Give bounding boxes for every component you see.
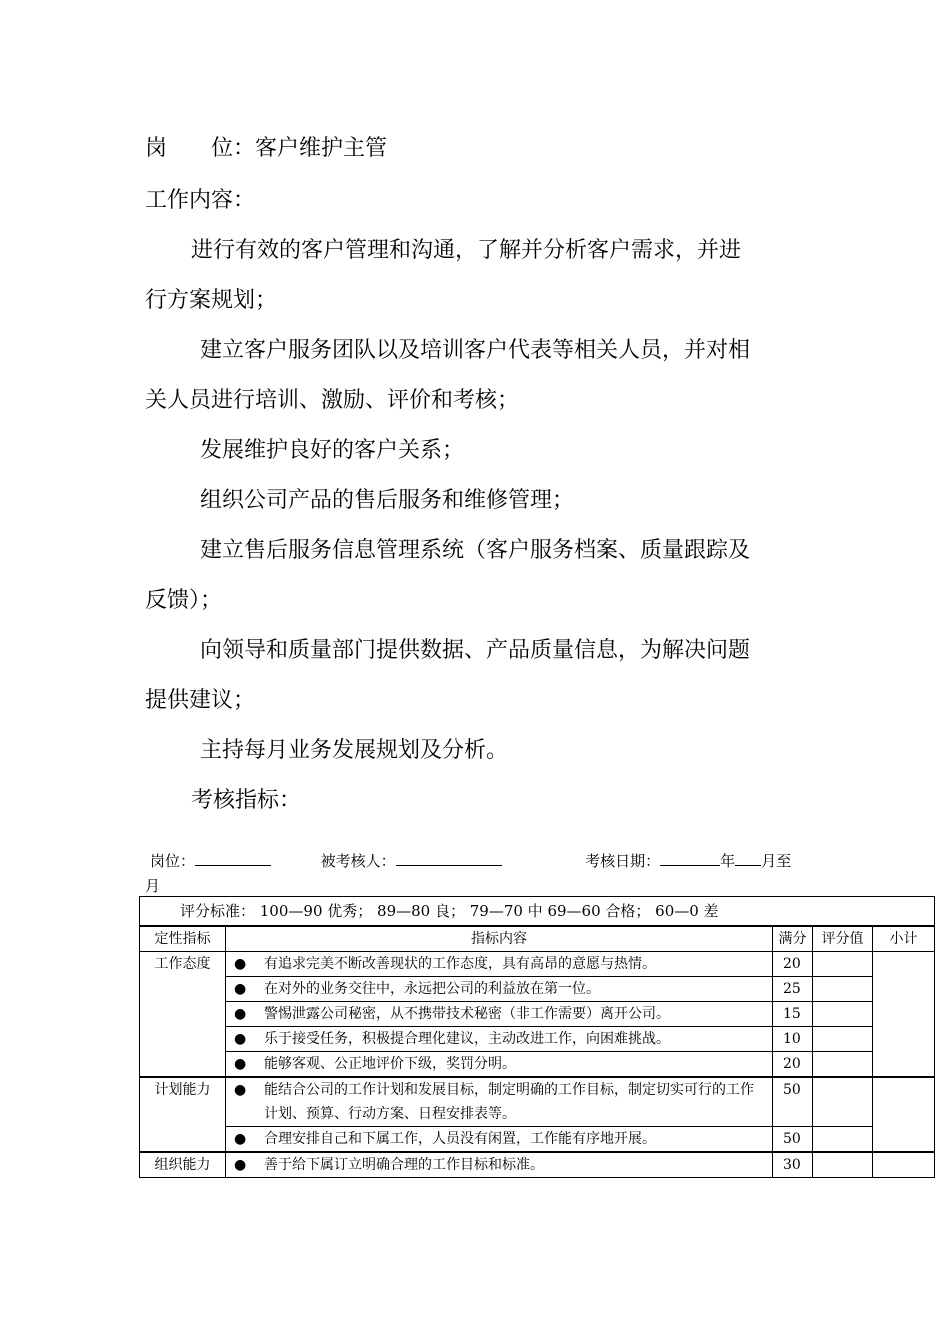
paragraph-1-line-1: 进行有效的客户管理和沟通，了解并分析客户需求，并进 — [191, 238, 742, 263]
kpi-table — [139, 896, 935, 1178]
header-score: 评分值 — [813, 926, 873, 952]
full-score-cell: 15 — [773, 1002, 813, 1027]
form-header — [150, 850, 791, 871]
bullet-icon: ● — [234, 1056, 247, 1072]
score-input-cell[interactable] — [813, 1127, 873, 1153]
month-to-label: 月至 — [761, 852, 792, 870]
full-score-cell: 10 — [773, 1027, 813, 1052]
table-row — [140, 1127, 935, 1153]
header-category: 定性指标 — [140, 926, 226, 952]
content-cell — [226, 1002, 773, 1027]
category-cell: 计划能力 — [140, 1077, 226, 1152]
paragraph-5-line-2: 反馈）； — [145, 588, 223, 613]
kpi-table-wrap — [139, 896, 934, 1178]
paragraph-7: 主持每月业务发展规划及分析。 — [200, 738, 509, 763]
paragraph-2-line-2: 关人员进行培训、激励、评价和考核； — [145, 388, 520, 413]
content-cell — [226, 1127, 773, 1153]
bullet-icon: ● — [234, 956, 247, 972]
full-score-cell: 50 — [773, 1127, 813, 1153]
table-row — [140, 1052, 935, 1078]
examinee-field-label: 被考核人： — [320, 852, 396, 870]
content-cell — [226, 977, 773, 1002]
paragraph-4: 组织公司产品的售后服务和维修管理； — [200, 488, 575, 513]
content-cell — [226, 1152, 773, 1178]
header-subtotal: 小计 — [873, 926, 935, 952]
content-cell — [226, 1077, 773, 1127]
post-title-line — [145, 134, 387, 164]
table-row — [140, 1027, 935, 1052]
score-input-cell[interactable] — [813, 952, 873, 977]
post-label-a: 岗 — [145, 136, 168, 161]
bullet-icon: ● — [234, 1131, 247, 1147]
bullet-icon: ● — [234, 1157, 247, 1173]
paragraph-6-line-2: 提供建议； — [145, 688, 256, 713]
category-cell: 工作态度 — [140, 952, 226, 1078]
full-score-cell: 50 — [773, 1077, 813, 1127]
header-full-score: 满分 — [773, 926, 813, 952]
month-label: 月 — [145, 877, 161, 895]
subtotal-cell[interactable] — [873, 952, 935, 1078]
full-score-cell: 20 — [773, 952, 813, 977]
full-score-cell: 20 — [773, 1052, 813, 1078]
month-blank[interactable] — [735, 850, 761, 866]
paragraph-3: 发展维护良好的客户关系； — [200, 438, 465, 463]
score-input-cell[interactable] — [813, 1027, 873, 1052]
paragraph-6-line-1: 向领导和质量部门提供数据、产品质量信息，为解决问题 — [200, 638, 751, 663]
paragraph-5-line-1: 建立售后服务信息管理系统（客户服务档案、质量跟踪及 — [200, 538, 751, 563]
table-row — [140, 1152, 935, 1178]
indicator-text: 能结合公司的工作计划和发展目标，制定明确的工作目标，制定切实可行的工作计划、预算、行动方案、日程安排表等。 — [264, 1082, 754, 1122]
table-row — [140, 1002, 935, 1027]
category-cell: 组织能力 — [140, 1152, 226, 1178]
subtotal-cell[interactable] — [873, 1152, 935, 1178]
post-label-b: 位：客户维护主管 — [211, 136, 388, 161]
indicator-text: 在对外的业务交往中，永远把公司的利益放在第一位。 — [264, 981, 600, 997]
indicator-text: 善于给下属订立明确合理的工作目标和标准。 — [264, 1157, 544, 1173]
examinee-field-blank[interactable] — [396, 850, 502, 866]
paragraph-2-line-1: 建立客户服务团队以及培训客户代表等相关人员，并对相 — [200, 338, 751, 363]
score-input-cell[interactable] — [813, 1052, 873, 1078]
post-field-label: 岗位： — [150, 852, 196, 870]
kpi-label: 考核指标： — [191, 788, 302, 813]
table-row — [140, 1077, 935, 1127]
paragraph-1-line-2: 行方案规划； — [145, 288, 278, 313]
score-input-cell[interactable] — [813, 1077, 873, 1127]
indicator-text: 警惕泄露公司秘密，从不携带技术秘密（非工作需要）离开公司。 — [264, 1006, 670, 1022]
score-input-cell[interactable] — [813, 1152, 873, 1178]
score-input-cell[interactable] — [813, 977, 873, 1002]
year-label: 年 — [720, 852, 736, 870]
bullet-icon: ● — [234, 1082, 247, 1098]
header-content: 指标内容 — [226, 926, 773, 952]
content-cell — [226, 952, 773, 977]
full-score-cell: 25 — [773, 977, 813, 1002]
scoring-standard: 评分标准： 100—90 优秀； 89—80 良； 79—70 中 69—60 合格； 60—0 差 — [140, 897, 935, 927]
date-field-label: 考核日期： — [585, 852, 661, 870]
content-cell — [226, 1027, 773, 1052]
bullet-icon: ● — [234, 1031, 247, 1047]
table-row — [140, 977, 935, 1002]
bullet-icon: ● — [234, 1006, 247, 1022]
post-field-blank[interactable] — [195, 850, 271, 866]
full-score-cell: 30 — [773, 1152, 813, 1178]
indicator-text: 乐于接受任务，积极提合理化建议，主动改进工作，向困难挑战。 — [264, 1031, 670, 1047]
indicator-text: 有追求完美不断改善现状的工作态度，具有高昂的意愿与热情。 — [264, 956, 656, 972]
bullet-icon: ● — [234, 981, 247, 997]
content-cell — [226, 1052, 773, 1078]
score-input-cell[interactable] — [813, 1002, 873, 1027]
subtotal-cell[interactable] — [873, 1077, 935, 1152]
year-blank[interactable] — [660, 850, 720, 866]
indicator-text: 合理安排自己和下属工作，人员没有闲置，工作能有序地开展。 — [264, 1131, 656, 1147]
indicator-text: 能够客观、公正地评价下级，奖罚分明。 — [264, 1056, 516, 1072]
table-row — [140, 952, 935, 977]
work-content-label: 工作内容： — [145, 188, 256, 213]
